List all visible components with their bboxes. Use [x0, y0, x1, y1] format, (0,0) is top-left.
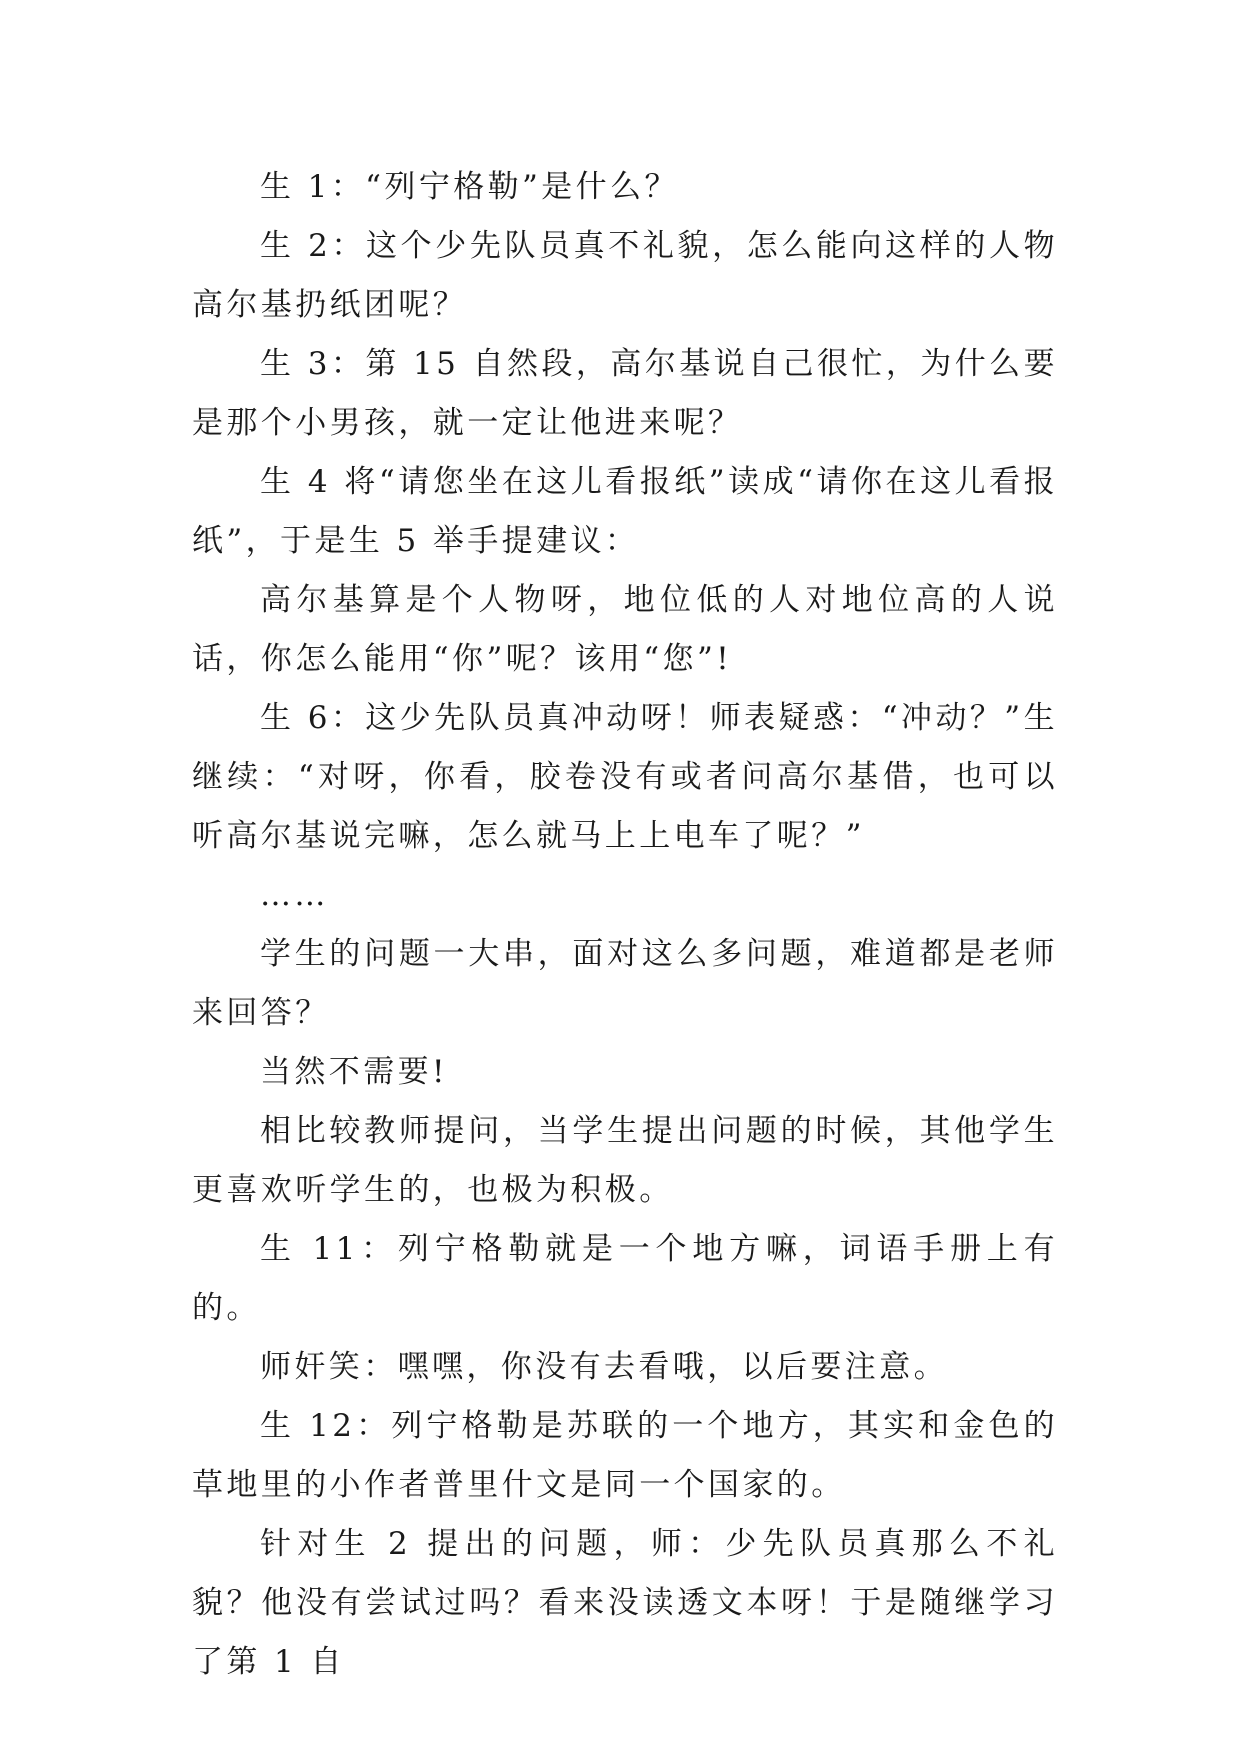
paragraph-student-1: 生 1：“列宁格勒”是什么？	[260, 169, 679, 205]
paragraph-student-12: 生 12：列宁格勒是苏联的一个地方，其实和金色的草地里的小作者普里什文是同一个国家的。	[192, 1408, 1058, 1503]
paragraph-ellipsis: ……	[260, 877, 329, 913]
paragraph-many-questions: 学生的问题一大串，面对这么多问题，难道都是老师来回答？	[192, 936, 1058, 1031]
paragraph-student-4: 生 4 将“请您坐在这儿看报纸”读成“请你在这儿看报纸”，于是生 5 举手提建议：	[192, 464, 1058, 559]
paragraph-student-5-suggestion: 高尔基算是个人物呀，地位低的人对地位高的人说话，你怎么能用“你”呢？该用“您”!	[192, 582, 1058, 677]
paragraph-of-course-not: 当然不需要!	[260, 1054, 448, 1090]
paragraph-regarding-student-2: 针对生 2 提出的问题，师：少先队员真那么不礼貌？他没有尝试过吗？看来没读透文本呀！于是随继学习了第 1 自	[192, 1526, 1058, 1680]
paragraph-student-6: 生 6：这少先队员真冲动呀！师表疑惑：“冲动？”生继续：“对呀，你看，胶卷没有或者问高尔基借，也可以听高尔基说完嘛，怎么就马上上电车了呢？”	[192, 700, 1058, 854]
paragraph-compared-teacher: 相比较教师提问，当学生提出问题的时候，其他学生更喜欢听学生的，也极为积极。	[192, 1113, 1058, 1208]
paragraph-student-3: 生 3：第 15 自然段，高尔基说自己很忙，为什么要是那个小男孩，就一定让他进来呢？	[192, 346, 1058, 441]
paragraph-teacher-smile: 师奸笑：嘿嘿，你没有去看哦，以后要注意。	[260, 1349, 948, 1385]
paragraph-student-11: 生 11：列宁格勒就是一个地方嘛，词语手册上有的。	[192, 1231, 1058, 1326]
document-body	[192, 158, 1058, 1692]
paragraph-student-2: 生 2：这个少先队员真不礼貌，怎么能向这样的人物高尔基扔纸团呢？	[192, 228, 1058, 323]
